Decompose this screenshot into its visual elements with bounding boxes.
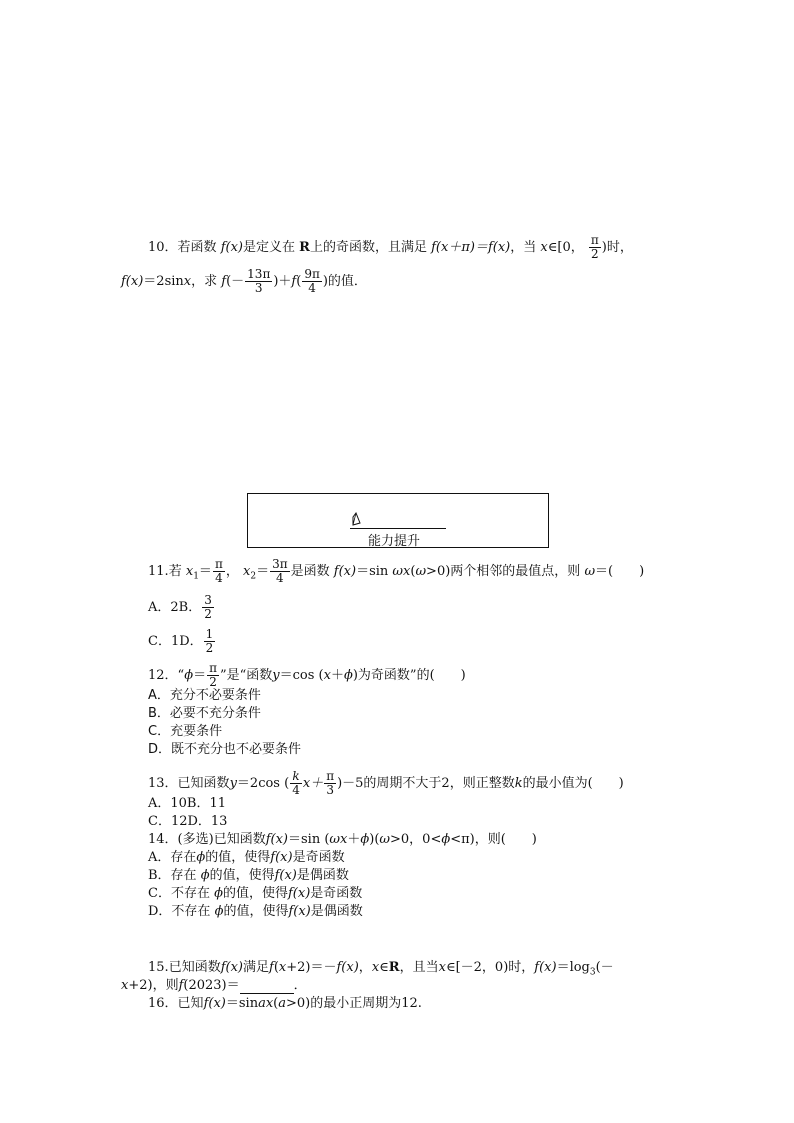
fraction-9pi-over-4: $\frac{9\pi}{4}$: [304, 267, 320, 295]
q12-option-c: C．充要条件: [148, 724, 223, 739]
q12-stem: 12．“ϕ＝ $\frac{\pi}{2}$ ”是“函数y＝cos (x＋ϕ)为奇函数”的( ): [148, 661, 466, 689]
q15-line2: x+2)，则f(2023)＝ ．: [121, 978, 307, 993]
fraction-1-over-2: $\frac{1}{2}$: [205, 627, 214, 655]
q13-option-cd: C．12D．13: [148, 814, 228, 829]
q15-line1: 15.已知函数f(x)满足f(x+2)＝－f(x)，x∈R，且当x∈[－2，0)时，$f(x)=\log_3(-$: [148, 960, 614, 978]
fraction-pi-over-2-b: $\frac{\pi}{2}$: [209, 661, 217, 689]
section-title: 能力提升: [368, 534, 421, 549]
q11-option-cd: C．1D． $\frac{1}{2}$: [148, 627, 214, 655]
q14-stem: 14．(多选)已知函数f(x)＝sin (ωx＋ϕ)(ω>0，0<ϕ<π)，则( ): [148, 832, 537, 847]
q14-option-b: B．存在 ϕ的值，使得f(x)是偶函数: [148, 868, 349, 883]
fraction-pi-over-2: $\frac{\pi}{2}$: [590, 233, 599, 261]
fraction-3pi-over-4: $\frac{3\pi}{4}$: [272, 557, 288, 585]
q16-stem: 16．已知f(x)＝sinax(a>0)的最小正周期为12.: [148, 996, 422, 1011]
q13-option-ab: A．10B．11: [148, 796, 227, 811]
q11-stem: 11.若 $x_1=$ $\frac{\pi}{4}$ ， $x_2=$ $\frac{3\pi}{4}$ 是函数 f(x)＝sin ωx(ω>0)两个相邻的最值点，则 ω＝( ): [148, 557, 645, 585]
q11-option-ab: A．2B． $\frac{3}{2}$: [148, 593, 212, 621]
answer-blank[interactable]: [240, 981, 294, 994]
q14-option-d: D．不存在 ϕ的值，使得f(x)是偶函数: [148, 904, 363, 919]
q14-option-a: A．存在ϕ的值，使得f(x)是奇函数: [148, 850, 345, 865]
fraction-pi-over-4: $\frac{\pi}{4}$: [214, 557, 223, 585]
section-rule: [350, 528, 446, 529]
fraction-k-over-4: $\frac{k}{4}$: [292, 769, 300, 797]
q10-line2: f(x)＝2sinx，求 f(－ $\frac{13\pi}{3}$ )＋f( $\frac{9\pi}{4}$ )的值．: [121, 267, 367, 295]
q10-number: 10．: [148, 240, 178, 255]
q12-option-d: D．既不充分也不必要条件: [148, 742, 302, 757]
q12-option-a: A．充分不必要条件: [148, 688, 261, 703]
fraction-3-over-2: $\frac{3}{2}$: [204, 593, 212, 621]
fraction-13pi-over-3: $\frac{13\pi}{3}$: [247, 267, 271, 295]
q14-option-c: C．不存在 ϕ的值，使得f(x)是奇函数: [148, 886, 363, 901]
q12-option-b: B．必要不充分条件: [148, 706, 261, 721]
q13-stem: 13．已知函数y＝2cos ( $\frac{k}{4}$ x＋ $\frac{\pi}{3}$ )－5的周期不大于2，则正整数k的最小值为( ): [148, 769, 624, 797]
q10-line1: 10．若函数 f(x)是定义在 R上的奇函数，且满足 f(x＋π)＝f(x)，当 x∈[0， $\frac{\pi}{2}$ )时，: [148, 233, 633, 261]
fraction-pi-over-3: $\frac{\pi}{3}$: [326, 769, 335, 797]
